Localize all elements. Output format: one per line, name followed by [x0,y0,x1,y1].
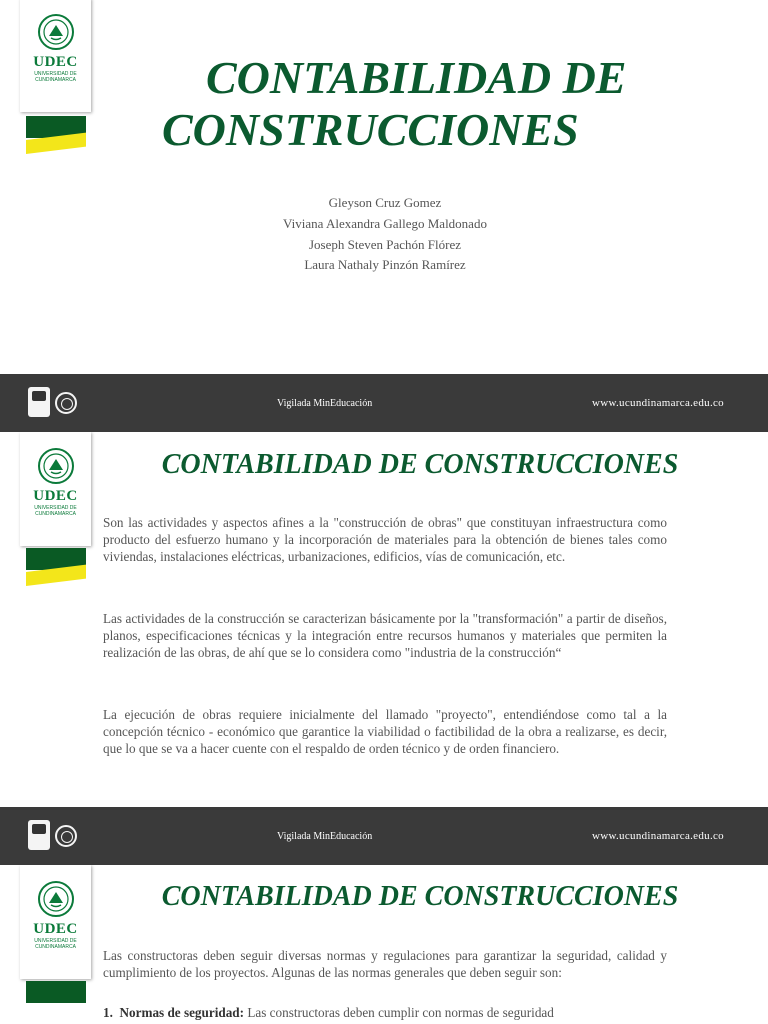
quality-badge-icon [28,387,50,417]
footer-vigilada: Vigilada MinEducación [277,831,373,842]
slide-content-1 [0,432,768,865]
logo-subtext: UNIVERSIDAD DE CUNDINAMARCA [34,71,77,83]
slide-title-page [0,0,768,432]
quality-badge-icon [28,820,50,850]
slide-heading: CONTABILIDAD DE CONSTRUCCIONES [161,449,679,480]
list-text: Las constructoras deben cumplir con normas de seguridad [247,1005,554,1020]
list-number: 1. [103,1005,113,1020]
cover-title-line2: CONSTRUCCIONES [162,104,579,155]
cover-title-line1: CONTABILIDAD DE [206,52,627,103]
udec-logo [20,0,91,112]
logo-stripe-green [26,981,86,1003]
logo-subtext: UNIVERSIDAD DE CUNDINAMARCA [34,938,77,950]
footer-url-link[interactable]: www.ucundinamarca.edu.co [591,830,724,842]
slide-content-2 [0,865,768,1024]
author-name: Viviana Alexandra Gallego Maldonado [283,215,487,231]
paragraph: La ejecución de obras requiere inicialmente del llamado "proyecto", entendiéndose como tal a la concepción técnico - económico que garantice la viabilidad o factibilidad de la obra a realizarse, es decir, que lo que se va a hacer cuente con el respaldo de orden técnico y de orden financiero. [103,707,667,756]
paragraph: Las actividades de la construcción se caracterizan básicamente por la "transformación" a partir de diseños, planos, especificaciones técnicas y la integración entre recursos humanos y materiales que permiten la realización de las obras, de ahí que se lo considera como "industria de la construcción“ [103,611,667,660]
author-name: Joseph Steven Pachón Flórez [308,236,461,252]
paragraph: Las constructoras deben seguir diversas normas y regulaciones para garantizar la seguridad, calidad y cumplimiento de los proyectos. Algunas de las normas generales que deben seguir son: [103,948,667,980]
seal-icon [37,12,75,52]
slide-footer [0,374,768,432]
author-list [0,193,768,276]
logo-text: UDEC [33,921,78,937]
logo-text: UDEC [33,488,78,504]
certification-seal-icon [55,392,77,414]
slide-footer [0,807,768,865]
logo-subtext: UNIVERSIDAD DE CUNDINAMARCA [34,505,77,517]
footer-vigilada: Vigilada MinEducación [277,398,373,409]
certification-seal-icon [55,825,77,847]
footer-url-link[interactable]: www.ucundinamarca.edu.co [591,397,724,409]
author-name: Laura Nathaly Pinzón Ramírez [304,257,466,273]
slide-heading: CONTABILIDAD DE CONSTRUCCIONES [161,881,679,912]
cover-title [150,52,710,156]
list-label: Normas de seguridad: [119,1005,245,1020]
paragraph: Son las actividades y aspectos afines a la "construcción de obras" que constituyan infraestructura como producto del esfuerzo humano y la incorporación de materiales para la obtención de bienes tales como viviendas, instalaciones eléctricas, urbanizaciones, edificios, vías de comunicación, etc. [103,515,667,564]
author-name: Gleyson Cruz Gomez [328,195,442,210]
logo-text: UDEC [33,54,78,70]
list-item [103,1005,667,1022]
